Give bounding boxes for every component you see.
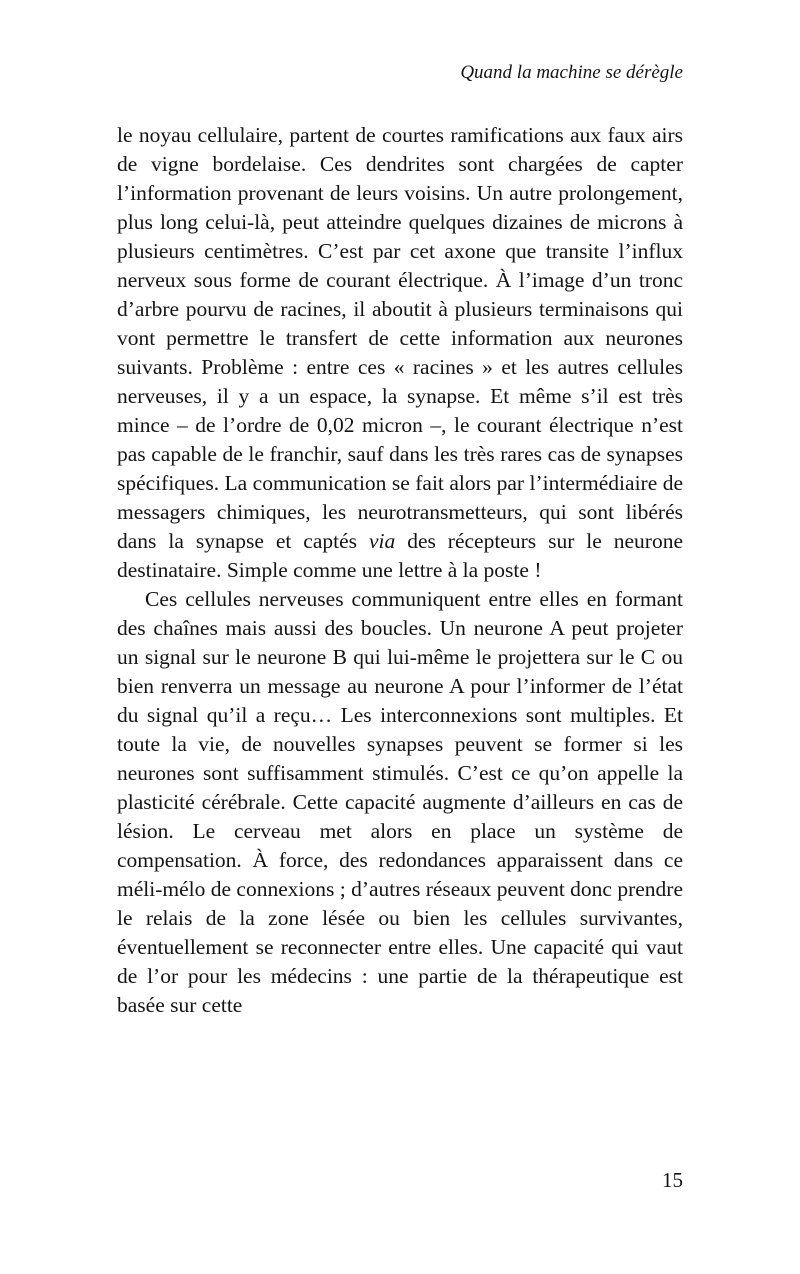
paragraph-text-continued: des récepteurs sur le neurone destinataire. Simple comme une lettre à la poste ! bbox=[117, 529, 684, 582]
via-italic-word: via bbox=[368, 529, 396, 553]
running-header: Quand la machine se dérègle bbox=[460, 62, 683, 83]
paragraph-continuation bbox=[117, 121, 683, 585]
body-text bbox=[117, 121, 683, 1020]
paragraph-text: le noyau cellulaire, partent de courtes ramifications aux faux airs de vigne bordelaise. Ces dendrites sont chargées de capter l’information provenant de leurs voisins. Un autre prolongement, plus long celui-là, peut atteindre quelques dizaines de microns à plusieurs centimètres. C’est par cet axone que transite l’influx nerveux sous forme de courant électrique. À l’image d’un tronc d’arbre pourvu de racines, il aboutit à plusieurs terminaisons qui vont permettre le transfert de cette information aux neurones suivants. Problème : entre ces « racines » et les autres cellules nerveuses, il y a un espace, la synapse. Et même s’il est très mince – de l’ordre de 0,02 micron –, le courant électrique n’est pas capable de le franchir, sauf dans les très rares cas de synapses spécifiques. La communication se fait alors par l’intermédiaire de messagers chimiques, les neurotransmetteurs, qui sont libérés dans la synapse et captés bbox=[117, 123, 683, 553]
paragraph-second: Ces cellules nerveuses communiquent entre elles en formant des chaînes mais aussi des boucles. Un neurone A peut projeter un signal sur le neurone B qui lui-même le projettera sur le C ou bien renverra un message au neurone A pour l’informer de l’état du signal qu’il a reçu… Les interconnexions sont multiples. Et toute la vie, de nouvelles synapses peuvent se former si les neurones sont suffisamment stimulés. C’est ce qu’on appelle la plasticité cérébrale. Cette capacité augmente d’ailleurs en cas de lésion. Le cerveau met alors en place un système de compensation. À force, des redondances apparaissent dans ce méli-mélo de connexions ; d’autres réseaux peuvent donc prendre le relais de la zone lésée ou bien les cellules survivantes, éventuellement se reconnecter entre elles. Une capacité qui vaut de l’or pour les médecins : une partie de la thérapeutique est basée sur cette bbox=[117, 587, 683, 1017]
page-number: 15 bbox=[662, 1168, 683, 1192]
